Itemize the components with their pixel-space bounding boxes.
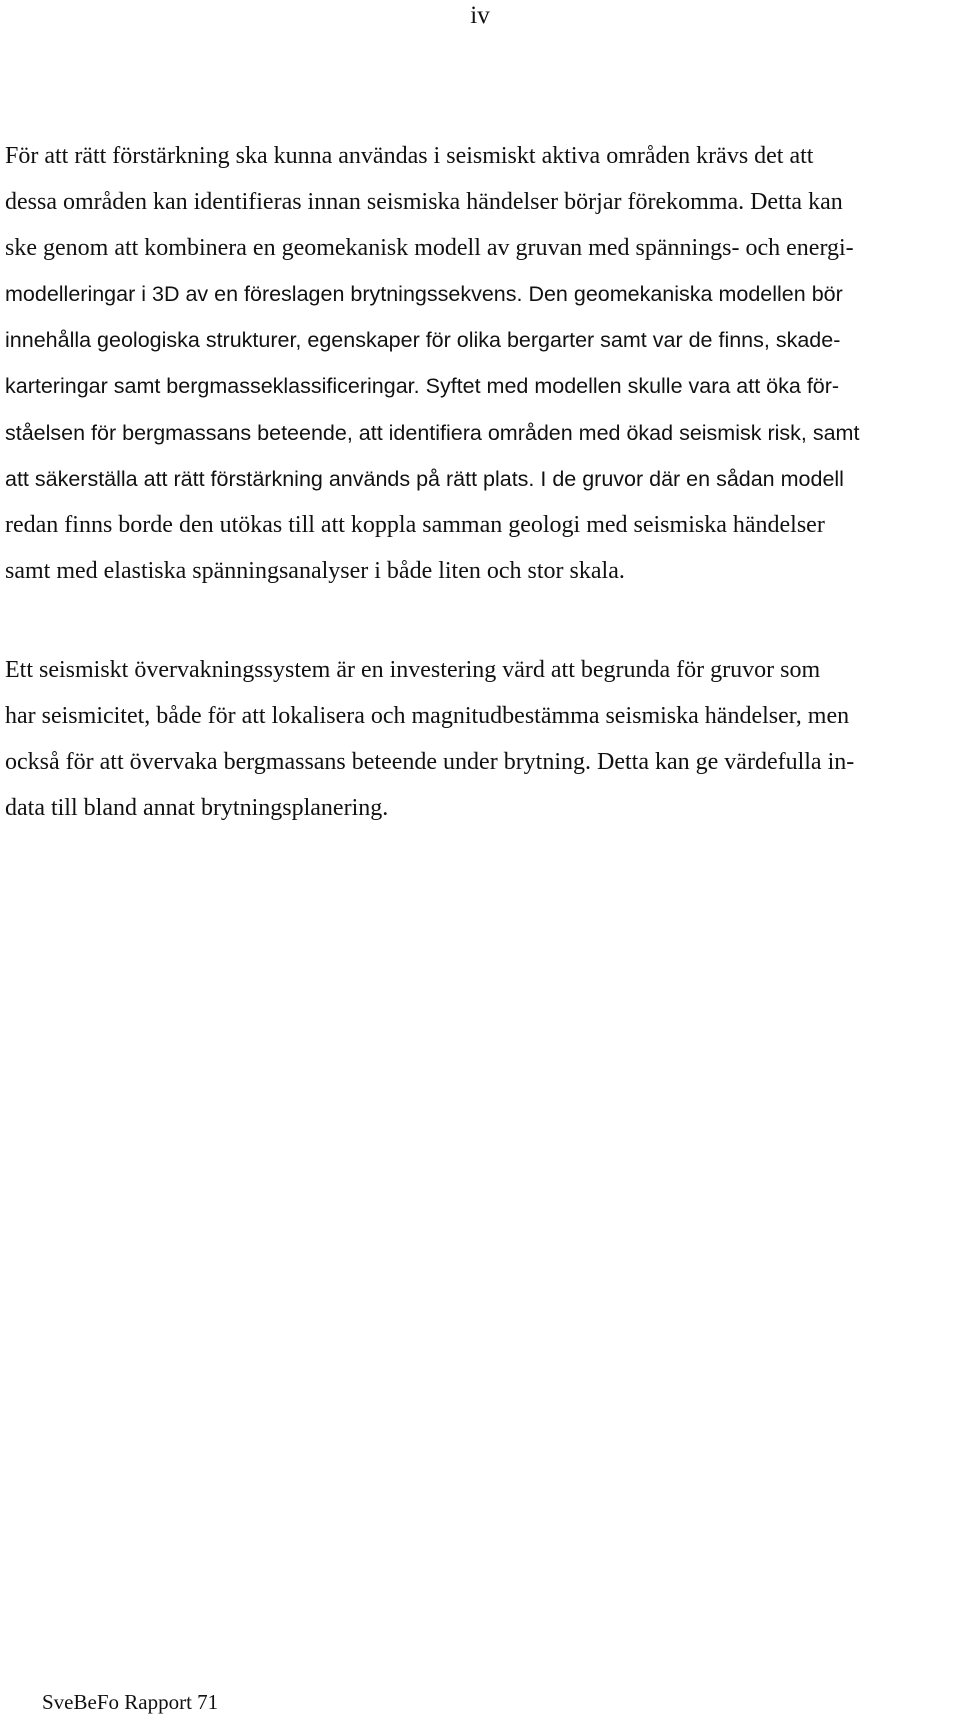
text-line: data till bland annat brytningsplanering.	[5, 795, 389, 822]
text-line: ske genom att kombinera en geomekanisk modell av gruvan med spännings- och energi-	[5, 235, 854, 262]
text-line: karteringar samt bergmasseklassificeringar. Syftet med modellen skulle vara att öka för-	[5, 374, 840, 399]
page-number: iv	[470, 2, 490, 29]
paragraph-reinforcement	[5, 133, 955, 594]
text-line: också för att övervaka bergmassans beteende under brytning. Detta kan ge värdefulla in-	[5, 749, 855, 776]
text-line: innehålla geologiska strukturer, egenskaper för olika bergarter samt var de finns, skade-	[5, 328, 841, 353]
text-line: Ett seismiskt övervakningssystem är en investering värd att begrunda för gruvor som	[5, 657, 821, 683]
text-line: dessa områden kan identifieras innan seismiska händelser börjar förekomma. Detta kan	[5, 189, 843, 216]
text-line: redan finns borde den utökas till att koppla samman geologi med seismiska händelser	[5, 511, 825, 538]
report-footer: SveBeFo Rapport 71	[42, 1690, 219, 1714]
text-line: samt med elastiska spänningsanalyser i både liten och stor skala.	[5, 557, 625, 584]
text-line: ståelsen för bergmassans beteende, att identifiera områden med ökad seismisk risk, samt	[5, 420, 860, 445]
text-line: modelleringar i 3D av en föreslagen brytningssekvens. Den geomekaniska modellen bör	[5, 282, 843, 307]
text-line: att säkerställa att rätt förstärkning används på rätt plats. I de gruvor där en sådan modell	[5, 466, 844, 491]
paragraph-monitoring	[5, 647, 955, 831]
text-line: har seismicitet, både för att lokalisera och magnitudbestämma seismiska händelser, men	[5, 703, 850, 730]
text-line: För att rätt förstärkning ska kunna användas i seismiskt aktiva områden krävs det att	[5, 143, 814, 169]
